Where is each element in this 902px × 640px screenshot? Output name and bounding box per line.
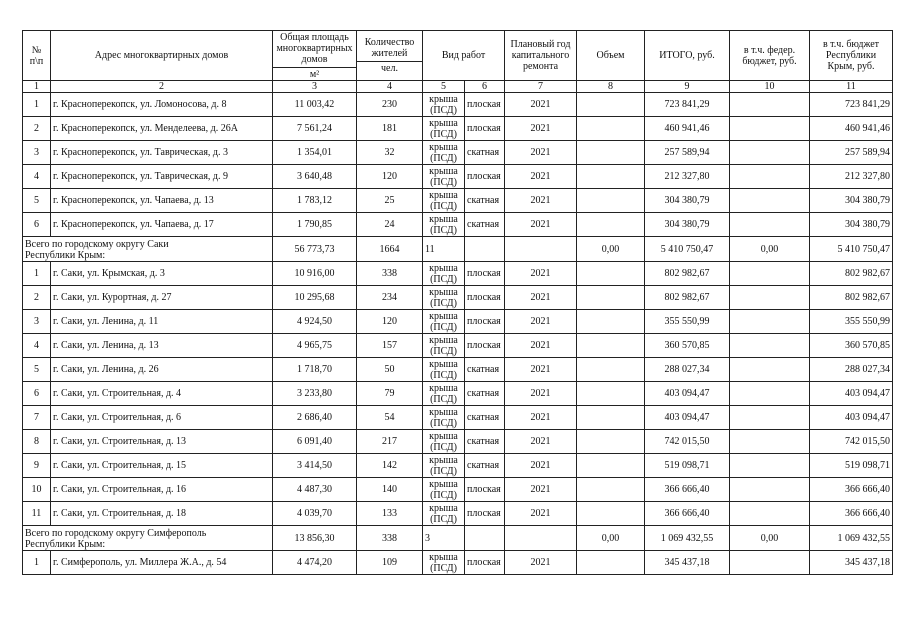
row-residents: 230 — [357, 93, 423, 117]
row-roof-type: плоская — [465, 502, 505, 526]
row-address: г. Саки, ул. Крымская, д. 3 — [51, 262, 273, 286]
row-number: 3 — [23, 310, 51, 334]
row-total: 742 015,50 — [645, 430, 730, 454]
capital-repair-table — [22, 30, 893, 575]
row-total: 366 666,40 — [645, 478, 730, 502]
row-federal — [730, 454, 810, 478]
row-number: 1 — [23, 262, 51, 286]
table-row — [23, 551, 893, 575]
row-residents: 142 — [357, 454, 423, 478]
row-residents: 24 — [357, 213, 423, 237]
row-crimea: 723 841,29 — [810, 93, 893, 117]
row-number: 4 — [23, 165, 51, 189]
header-address: Адрес многоквартирных домов — [51, 31, 273, 81]
row-area: 4 474,20 — [273, 551, 357, 575]
row-volume — [577, 93, 645, 117]
subtotal-count: 11 — [423, 237, 465, 262]
row-work-type: крыша (ПСД) — [423, 551, 465, 575]
row-roof-type: плоская — [465, 286, 505, 310]
row-federal — [730, 141, 810, 165]
header-residents — [357, 31, 423, 81]
row-crimea: 742 015,50 — [810, 430, 893, 454]
table-row — [23, 93, 893, 117]
row-roof-type: плоская — [465, 551, 505, 575]
row-number: 2 — [23, 117, 51, 141]
row-federal — [730, 189, 810, 213]
row-work-type: крыша (ПСД) — [423, 213, 465, 237]
header-crimea: в т.ч. бюджет Республики Крым, руб. — [810, 31, 893, 81]
row-number: 3 — [23, 141, 51, 165]
row-crimea: 460 941,46 — [810, 117, 893, 141]
row-work-type: крыша (ПСД) — [423, 165, 465, 189]
subtotal-area: 13 856,30 — [273, 526, 357, 551]
row-work-type: крыша (ПСД) — [423, 189, 465, 213]
subtotal-row — [23, 526, 893, 551]
column-number: 10 — [730, 81, 810, 93]
row-address: г. Красноперекопск, ул. Менделеева, д. 26А — [51, 117, 273, 141]
row-work-type: крыша (ПСД) — [423, 262, 465, 286]
subtotal-total: 1 069 432,55 — [645, 526, 730, 551]
row-residents: 109 — [357, 551, 423, 575]
row-year: 2021 — [505, 141, 577, 165]
row-federal — [730, 551, 810, 575]
row-number: 5 — [23, 358, 51, 382]
row-area: 2 686,40 — [273, 406, 357, 430]
subtotal-crimea: 5 410 750,47 — [810, 237, 893, 262]
subtotal-empty-cell — [505, 526, 577, 551]
row-area: 7 561,24 — [273, 117, 357, 141]
row-crimea: 366 666,40 — [810, 502, 893, 526]
header-row — [23, 31, 893, 81]
table-row — [23, 406, 893, 430]
row-year: 2021 — [505, 502, 577, 526]
row-roof-type: скатная — [465, 382, 505, 406]
table-row — [23, 334, 893, 358]
row-number: 8 — [23, 430, 51, 454]
row-federal — [730, 310, 810, 334]
row-year: 2021 — [505, 310, 577, 334]
row-volume — [577, 454, 645, 478]
header-work-type: Вид работ — [423, 31, 505, 81]
row-year: 2021 — [505, 262, 577, 286]
row-year: 2021 — [505, 213, 577, 237]
row-area: 1 790,85 — [273, 213, 357, 237]
row-residents: 157 — [357, 334, 423, 358]
subtotal-label: Всего по городскому округу Саки Республики Крым: — [23, 237, 273, 262]
row-number: 10 — [23, 478, 51, 502]
row-residents: 181 — [357, 117, 423, 141]
row-number: 1 — [23, 551, 51, 575]
row-crimea: 360 570,85 — [810, 334, 893, 358]
row-address: г. Красноперекопск, ул. Чапаева, д. 17 — [51, 213, 273, 237]
table-row — [23, 502, 893, 526]
row-volume — [577, 406, 645, 430]
row-roof-type: скатная — [465, 189, 505, 213]
row-crimea: 519 098,71 — [810, 454, 893, 478]
row-federal — [730, 478, 810, 502]
row-year: 2021 — [505, 430, 577, 454]
row-number: 1 — [23, 93, 51, 117]
row-address: г. Саки, ул. Строительная, д. 15 — [51, 454, 273, 478]
row-area: 10 916,00 — [273, 262, 357, 286]
row-volume — [577, 382, 645, 406]
row-address: г. Саки, ул. Строительная, д. 13 — [51, 430, 273, 454]
column-number: 4 — [357, 81, 423, 93]
row-year: 2021 — [505, 334, 577, 358]
subtotal-row — [23, 237, 893, 262]
row-residents: 140 — [357, 478, 423, 502]
row-federal — [730, 502, 810, 526]
header-area-label: Общая площадь многоквартирных домов — [276, 31, 353, 65]
row-area: 3 640,48 — [273, 165, 357, 189]
row-area: 3 233,80 — [273, 382, 357, 406]
row-roof-type: плоская — [465, 93, 505, 117]
row-total: 802 982,67 — [645, 286, 730, 310]
header-residents-label: Количество жителей — [364, 37, 415, 59]
row-roof-type: скатная — [465, 406, 505, 430]
table-row — [23, 165, 893, 189]
row-roof-type: плоская — [465, 334, 505, 358]
row-volume — [577, 478, 645, 502]
row-crimea: 212 327,80 — [810, 165, 893, 189]
column-number: 3 — [273, 81, 357, 93]
row-residents: 338 — [357, 262, 423, 286]
row-year: 2021 — [505, 189, 577, 213]
column-number: 6 — [465, 81, 505, 93]
row-crimea: 304 380,79 — [810, 189, 893, 213]
subtotal-empty-cell — [465, 237, 505, 262]
row-federal — [730, 286, 810, 310]
row-residents: 133 — [357, 502, 423, 526]
subtotal-crimea: 1 069 432,55 — [810, 526, 893, 551]
row-volume — [577, 213, 645, 237]
table-body — [23, 93, 893, 575]
table-row — [23, 430, 893, 454]
row-year: 2021 — [505, 382, 577, 406]
row-total: 723 841,29 — [645, 93, 730, 117]
subtotal-label: Всего по городскому округу Симферополь Республики Крым: — [23, 526, 273, 551]
column-number: 11 — [810, 81, 893, 93]
table-row — [23, 454, 893, 478]
row-total: 460 941,46 — [645, 117, 730, 141]
row-residents: 120 — [357, 165, 423, 189]
table-row — [23, 310, 893, 334]
row-number: 4 — [23, 334, 51, 358]
row-residents: 32 — [357, 141, 423, 165]
row-address: г. Красноперекопск, ул. Таврическая, д. 9 — [51, 165, 273, 189]
row-year: 2021 — [505, 286, 577, 310]
row-address: г. Саки, ул. Курортная, д. 27 — [51, 286, 273, 310]
row-total: 802 982,67 — [645, 262, 730, 286]
row-crimea: 802 982,67 — [810, 286, 893, 310]
row-federal — [730, 165, 810, 189]
row-area: 4 924,50 — [273, 310, 357, 334]
row-work-type: крыша (ПСД) — [423, 286, 465, 310]
row-area: 10 295,68 — [273, 286, 357, 310]
row-federal — [730, 382, 810, 406]
row-total: 288 027,34 — [645, 358, 730, 382]
row-address: г. Саки, ул. Ленина, д. 26 — [51, 358, 273, 382]
row-crimea: 345 437,18 — [810, 551, 893, 575]
row-number: 9 — [23, 454, 51, 478]
column-number: 7 — [505, 81, 577, 93]
row-work-type: крыша (ПСД) — [423, 454, 465, 478]
row-work-type: крыша (ПСД) — [423, 334, 465, 358]
row-crimea: 355 550,99 — [810, 310, 893, 334]
row-number: 5 — [23, 189, 51, 213]
row-total: 304 380,79 — [645, 213, 730, 237]
row-address: г. Саки, ул. Ленина, д. 13 — [51, 334, 273, 358]
row-total: 304 380,79 — [645, 189, 730, 213]
row-work-type: крыша (ПСД) — [423, 406, 465, 430]
row-roof-type: скатная — [465, 213, 505, 237]
row-work-type: крыша (ПСД) — [423, 310, 465, 334]
row-federal — [730, 358, 810, 382]
subtotal-total: 5 410 750,47 — [645, 237, 730, 262]
row-year: 2021 — [505, 165, 577, 189]
row-crimea: 257 589,94 — [810, 141, 893, 165]
row-address: г. Красноперекопск, ул. Ломоносова, д. 8 — [51, 93, 273, 117]
column-number: 9 — [645, 81, 730, 93]
row-work-type: крыша (ПСД) — [423, 382, 465, 406]
row-roof-type: скатная — [465, 454, 505, 478]
row-year: 2021 — [505, 358, 577, 382]
row-work-type: крыша (ПСД) — [423, 93, 465, 117]
table-row — [23, 117, 893, 141]
row-roof-type: скатная — [465, 358, 505, 382]
header-year: Плановый год капитального ремонта — [505, 31, 577, 81]
header-federal: в т.ч. федер. бюджет, руб. — [730, 31, 810, 81]
row-roof-type: плоская — [465, 310, 505, 334]
row-crimea: 802 982,67 — [810, 262, 893, 286]
row-address: г. Саки, ул. Строительная, д. 4 — [51, 382, 273, 406]
row-residents: 120 — [357, 310, 423, 334]
column-number: 5 — [423, 81, 465, 93]
row-federal — [730, 406, 810, 430]
row-year: 2021 — [505, 478, 577, 502]
row-residents: 25 — [357, 189, 423, 213]
row-total: 345 437,18 — [645, 551, 730, 575]
row-total: 403 094,47 — [645, 406, 730, 430]
column-number: 1 — [23, 81, 51, 93]
header-volume: Объем — [577, 31, 645, 81]
header-total: ИТОГО, руб. — [645, 31, 730, 81]
header-area — [273, 31, 357, 81]
row-federal — [730, 213, 810, 237]
row-residents: 234 — [357, 286, 423, 310]
row-total: 212 327,80 — [645, 165, 730, 189]
row-crimea: 403 094,47 — [810, 406, 893, 430]
row-address: г. Саки, ул. Строительная, д. 18 — [51, 502, 273, 526]
table-row — [23, 262, 893, 286]
row-address: г. Красноперекопск, ул. Чапаева, д. 13 — [51, 189, 273, 213]
row-area: 4 039,70 — [273, 502, 357, 526]
row-total: 403 094,47 — [645, 382, 730, 406]
row-volume — [577, 358, 645, 382]
row-residents: 50 — [357, 358, 423, 382]
subtotal-federal: 0,00 — [730, 526, 810, 551]
row-federal — [730, 334, 810, 358]
row-federal — [730, 430, 810, 454]
row-roof-type: плоская — [465, 478, 505, 502]
row-year: 2021 — [505, 406, 577, 430]
table-row — [23, 286, 893, 310]
row-address: г. Саки, ул. Строительная, д. 16 — [51, 478, 273, 502]
row-work-type: крыша (ПСД) — [423, 430, 465, 454]
row-address: г. Саки, ул. Строительная, д. 6 — [51, 406, 273, 430]
row-year: 2021 — [505, 93, 577, 117]
row-volume — [577, 117, 645, 141]
table-row — [23, 141, 893, 165]
row-year: 2021 — [505, 551, 577, 575]
document-page — [22, 30, 893, 575]
row-year: 2021 — [505, 454, 577, 478]
row-volume — [577, 334, 645, 358]
row-roof-type: плоская — [465, 165, 505, 189]
row-total: 360 570,85 — [645, 334, 730, 358]
row-number: 6 — [23, 213, 51, 237]
table-row — [23, 478, 893, 502]
table-row — [23, 358, 893, 382]
row-volume — [577, 430, 645, 454]
subtotal-volume: 0,00 — [577, 237, 645, 262]
header-num: № п\п — [23, 31, 51, 81]
row-roof-type: плоская — [465, 262, 505, 286]
column-number-row — [23, 81, 893, 93]
row-roof-type: скатная — [465, 430, 505, 454]
row-area: 1 718,70 — [273, 358, 357, 382]
row-area: 4 487,30 — [273, 478, 357, 502]
row-area: 6 091,40 — [273, 430, 357, 454]
column-number: 2 — [51, 81, 273, 93]
subtotal-residents: 338 — [357, 526, 423, 551]
header-residents-unit: чел. — [357, 61, 422, 74]
row-volume — [577, 165, 645, 189]
row-crimea: 288 027,34 — [810, 358, 893, 382]
subtotal-area: 56 773,73 — [273, 237, 357, 262]
row-federal — [730, 93, 810, 117]
row-total: 257 589,94 — [645, 141, 730, 165]
row-address: г. Симферополь, ул. Миллера Ж.А., д. 54 — [51, 551, 273, 575]
row-work-type: крыша (ПСД) — [423, 117, 465, 141]
subtotal-volume: 0,00 — [577, 526, 645, 551]
row-residents: 79 — [357, 382, 423, 406]
row-address: г. Саки, ул. Ленина, д. 11 — [51, 310, 273, 334]
row-area: 1 783,12 — [273, 189, 357, 213]
row-volume — [577, 141, 645, 165]
row-work-type: крыша (ПСД) — [423, 141, 465, 165]
subtotal-empty-cell — [465, 526, 505, 551]
row-volume — [577, 262, 645, 286]
row-total: 519 098,71 — [645, 454, 730, 478]
row-volume — [577, 189, 645, 213]
row-number: 6 — [23, 382, 51, 406]
row-crimea: 304 380,79 — [810, 213, 893, 237]
row-number: 2 — [23, 286, 51, 310]
row-roof-type: плоская — [465, 117, 505, 141]
table-row — [23, 189, 893, 213]
row-work-type: крыша (ПСД) — [423, 502, 465, 526]
row-area: 1 354,01 — [273, 141, 357, 165]
subtotal-count: 3 — [423, 526, 465, 551]
row-total: 355 550,99 — [645, 310, 730, 334]
row-area: 4 965,75 — [273, 334, 357, 358]
column-number: 8 — [577, 81, 645, 93]
row-volume — [577, 502, 645, 526]
row-total: 366 666,40 — [645, 502, 730, 526]
row-number: 7 — [23, 406, 51, 430]
row-volume — [577, 551, 645, 575]
row-crimea: 366 666,40 — [810, 478, 893, 502]
row-address: г. Красноперекопск, ул. Таврическая, д. 3 — [51, 141, 273, 165]
row-year: 2021 — [505, 117, 577, 141]
row-federal — [730, 117, 810, 141]
row-residents: 217 — [357, 430, 423, 454]
row-volume — [577, 286, 645, 310]
row-crimea: 403 094,47 — [810, 382, 893, 406]
subtotal-residents: 1664 — [357, 237, 423, 262]
row-number: 11 — [23, 502, 51, 526]
row-work-type: крыша (ПСД) — [423, 478, 465, 502]
row-area: 3 414,50 — [273, 454, 357, 478]
row-roof-type: скатная — [465, 141, 505, 165]
subtotal-empty-cell — [505, 237, 577, 262]
row-residents: 54 — [357, 406, 423, 430]
table-row — [23, 213, 893, 237]
row-area: 11 003,42 — [273, 93, 357, 117]
row-work-type: крыша (ПСД) — [423, 358, 465, 382]
row-federal — [730, 262, 810, 286]
row-volume — [577, 310, 645, 334]
table-row — [23, 382, 893, 406]
header-area-unit: м² — [273, 67, 356, 80]
subtotal-federal: 0,00 — [730, 237, 810, 262]
